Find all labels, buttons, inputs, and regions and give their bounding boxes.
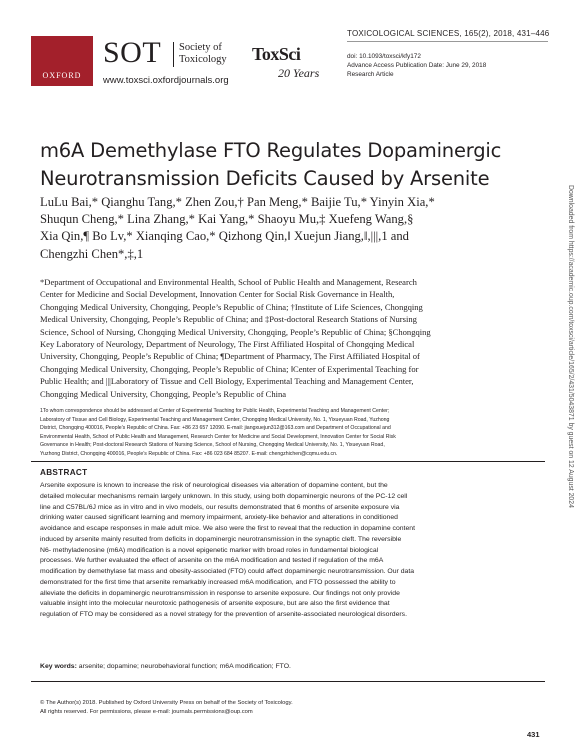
author-list [40, 194, 540, 263]
affiliation-line: Chongqing Medical University, Chongqing, People’s Republic of China [40, 388, 287, 399]
advance-access-date: Advance Access Publication Date: June 29, 2018 [347, 62, 487, 69]
affiliation-list [40, 276, 542, 400]
affiliation-line: *Department of Occupational and Environmental Health, School of Public Health and Management, Research [40, 277, 417, 287]
toxsci-logo [248, 42, 338, 88]
logo-divider [173, 42, 174, 67]
affiliation-line: Key Laboratory of Neurology, Department of Neurology, The First Affiliated Hospital of Chongqing Medical [40, 339, 415, 350]
journal-header [0, 0, 577, 100]
copyright-notice [40, 699, 293, 717]
abstract-line: detailed molecular mechanisms remain largely unknown. In this study, using both dopaminergic neurons of the PC-12 cell [40, 492, 408, 500]
correspondence-line: 1To whom correspondence should be addressed at Center of Experimental Teaching for Public Health, Experimental Teaching and Management Center; [40, 408, 390, 414]
abstract-body [40, 481, 545, 621]
affiliation-line: Center for Medicine and Social Development, Innovation Center for Social Risk Governance in Health, [40, 289, 395, 300]
abstract-line: line and C57BL/6J mice as in vitro and in vivo models, our results demonstrated that 6 months of arsenite exposure via [40, 503, 400, 511]
abstract-line: processes. We further evaluated the effect of arsenite on the m6A modification and tested if regulation of the m6A [40, 557, 384, 565]
header-divider [347, 41, 548, 42]
society-name [179, 42, 227, 66]
affiliation-line: Chongqing Medical University, Chongqing, People’s Republic of China; †Institute of Life Sciences, Chongqing [40, 301, 423, 312]
author-line: LuLu Bai,* Qianghu Tang,* Zhen Zou,† Pan Meng,* Baijie Tu,* Yinyin Xia,* [40, 195, 435, 209]
oxford-logo-text: OXFORD [42, 71, 82, 80]
permissions-line: All rights reserved. For permissions, please e-mail: journals.permissions@oup.com [40, 709, 253, 715]
correspondence-line: Governance in Health; Post-doctoral Research Stations of Nursing Science, School of Nursing, Chongqing Medical University, No. 1, Yixueyuan Road, [40, 442, 385, 449]
correspondence-line: Environmental Health, School of Public Health and Management, Research Center for Medicine and Social Development, Innovation Center for Social Risk [40, 433, 396, 440]
abstract-line: induced by arsenite mainly resulted from deficits in dopaminergic neurotransmission in the synaptic cleft. The reversible [40, 535, 402, 543]
correspondence-line: Yuzhong District, Chongqing 400016, People’s Republic of China. Fax: +86 023 684 85207. E-mail: chengzhichen@cqmu.edu.cn. [40, 450, 338, 457]
article-type: Research Article [347, 71, 394, 78]
affiliation-line: Public Health; and |||Laboratory of Tissue and Cell Biology, Experimental Teaching and Management Center, [40, 376, 414, 387]
abstract-line: avoidance and escape responses in male adult mice. We also were the first to reveal that the reduction in dopamine content [40, 525, 415, 532]
correspondence-line: Laboratory of Tissue and Cell Biology, Experimental Teaching and Management Center, Chongqing Medical University, No. 1, Yixueyuan Road, Yuzhong [40, 416, 390, 423]
society-url-link[interactable]: www.toxsci.oxfordjournals.org [103, 75, 229, 86]
abstract-bottom-rule [31, 681, 545, 682]
affiliation-line: University, Chongqing, People’s Republic of China; ¶Department of Pharmacy, The First Affiliated Hospital of [40, 351, 420, 362]
abstract-line: modification by demethylase fat mass and obesity-associated (FTO) could affect dopaminergic neurotransmission. Our data [40, 568, 415, 575]
page-number: 431 [527, 730, 540, 739]
author-line: Chengzhi Chen*,‡,1 [40, 246, 144, 261]
sot-logo: SOT [103, 36, 162, 69]
download-watermark-text: Downloaded from https://academic.oup.com/toxsci/article/165/2/431/5043871 by guest on 12 August 2024 [567, 185, 574, 508]
abstract-line: Arsenite exposure is known to increase the risk of neurological diseases via alteration of dopamine content, but the [40, 482, 388, 489]
keywords [40, 663, 291, 670]
copyright-line: © The Author(s) 2018. Published by Oxford University Press on behalf of the Society of Toxicology. [40, 700, 293, 706]
article-title [40, 137, 540, 193]
abstract-line: alleviate the deficits in dopaminergic neurotransmission in response to arsenite exposure. Our findings not only provide [40, 589, 400, 597]
toxsci-logo-years: 20 Years [278, 66, 320, 80]
correspondence-line: District, Chongqing 400016, People’s Republic of China. Fax: +86 23 657 12090. E-mail: jiangxuejun312@163.com and Department of Occupational and [40, 425, 391, 432]
abstract-line: valuable insight into the molecular neurotoxic pathogenesis of arsenite exposure, but are also the first evidence that [40, 600, 390, 608]
toxsci-logo-word: ToxSci [252, 44, 301, 64]
society-name-line1: Society of [179, 42, 222, 53]
affiliation-line: Science, School of Nursing, Chongqing Medical University, Chongqing, People’s Republic of China; §Chongqing [40, 326, 431, 337]
abstract-line: drinking water caused significant learning and memory impairment, anxiety-like behavior and alterations in conditioned [40, 514, 398, 522]
keywords-text: arsenite; dopamine; neurobehavioral function; m6A modification; FTO. [78, 663, 291, 670]
abstract-top-rule [31, 461, 545, 462]
oxford-logo [31, 36, 93, 86]
society-name-line2: Toxicology [179, 54, 227, 65]
journal-reference: TOXICOLOGICAL SCIENCES, 165(2), 2018, 431–446 [347, 29, 550, 38]
abstract-heading: ABSTRACT [40, 468, 88, 477]
keywords-label: Key words: [40, 663, 77, 670]
author-line: Shuqun Cheng,* Lina Zhang,* Kai Yang,* Shaoyu Mu,‡ Xuefeng Wang,§ [40, 212, 414, 227]
correspondence-note [40, 407, 546, 459]
abstract-line: N6- methyladenosine (m6A) modification is a novel epigenetic marker with broad roles in fundamental biological [40, 546, 379, 554]
abstract-line: regulation of FTO may be considered as a novel strategy for the prevention of arsenite-associated neurological disorders. [40, 611, 407, 618]
abstract-line: demonstrated for the first time that arsenite remarkably increased m6A modification, and FTO possessed the ability to [40, 578, 396, 586]
affiliation-line: Chongqing Medical University, Chongqing, People’s Republic of China; ‖Center of Experimental Teaching for [40, 363, 419, 374]
doi-link[interactable]: doi: 10.1093/toxsci/kfy172 [347, 53, 421, 60]
article-meta [347, 52, 486, 79]
title-line: m6A Demethylase FTO Regulates Dopaminergic [40, 139, 502, 162]
affiliation-line: Medical University, Chongqing, People’s Republic of China; and ‡Post-doctoral Research Stations of Nursing [40, 314, 417, 325]
author-line: Xia Qin,¶ Bo Lv,* Xianqing Cao,* Qizhong Qin,‖ Xuejun Jiang,‖,|||,1 and [40, 229, 409, 244]
download-watermark [563, 185, 575, 585]
title-line: Neurotransmission Deficits Caused by Arsenite [40, 167, 490, 190]
